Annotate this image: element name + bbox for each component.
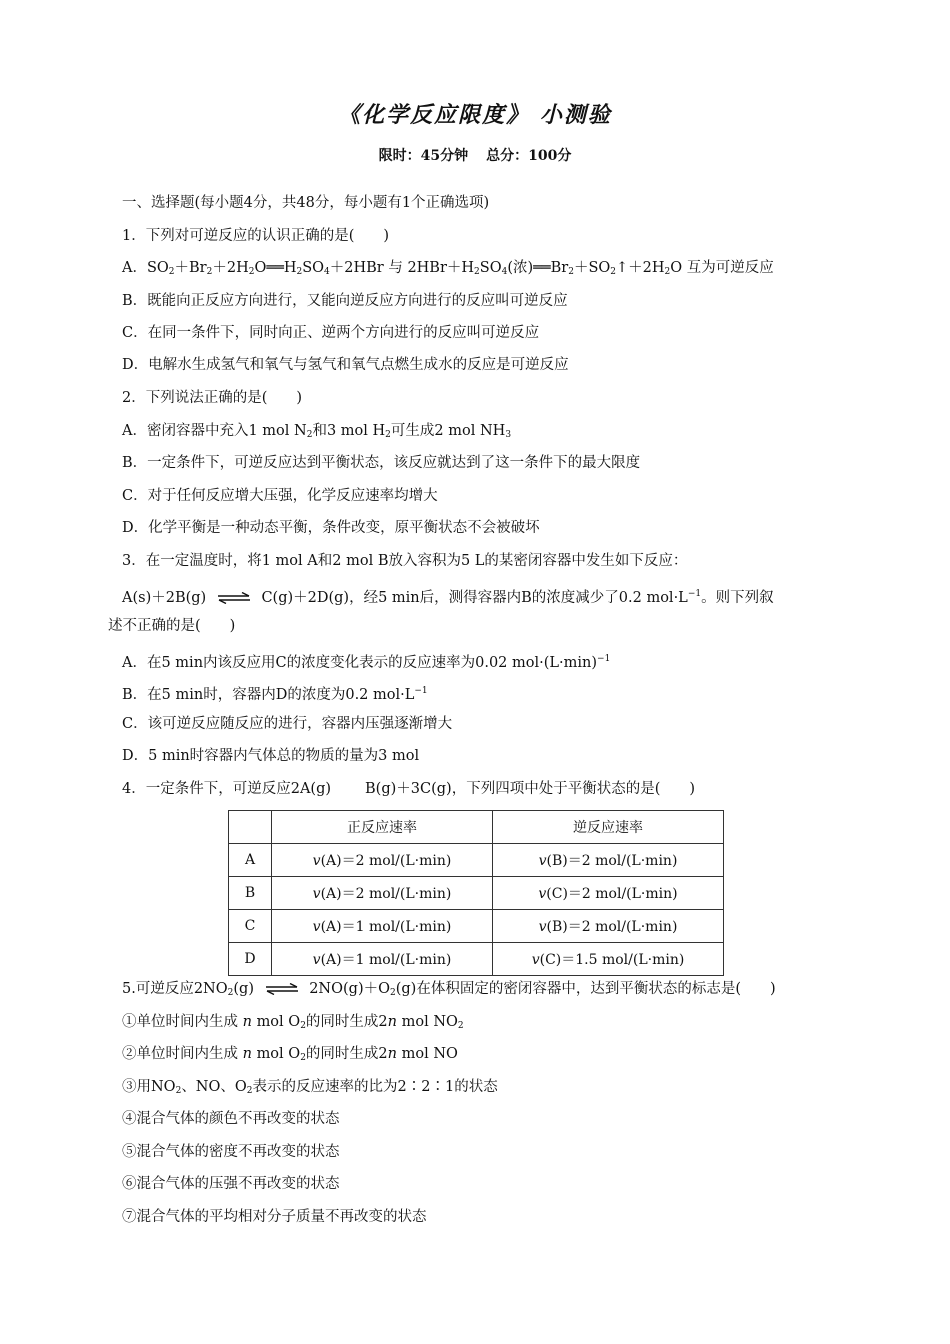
q2-option-a: A．密闭容器中充入1 mol $N_2$和3 mol $H_2$可生成2 mol $NH_3$ <box>122 423 512 440</box>
q3-stem-continued: 述不正确的是( ) <box>108 618 236 634</box>
equilibrium-arrow-icon <box>217 592 251 604</box>
row-label: C <box>229 910 272 943</box>
total-score: 总分：100分 <box>486 148 572 164</box>
q2-option-b: B．一定条件下，可逆反应达到平衡状态，该反应就达到了这一条件下的最大限度 <box>122 455 641 471</box>
q1-option-b: B．既能向正反应方向进行，又能向逆反应方向进行的反应叫可逆反应 <box>122 293 568 309</box>
q2-stem: 2．下列说法正确的是( ) <box>122 390 303 406</box>
table-row <box>229 877 724 910</box>
table-row <box>229 910 724 943</box>
table-header-empty <box>229 811 272 844</box>
q5-stem: 5.可逆反应$2NO_2(g)$ $2NO(g)+O_2(g)$在体积固定的密闭容器中，达到平衡状态的标志是( ) <box>122 981 776 998</box>
q4-stem: 4．一定条件下，可逆反应2A(g) B(g)＋3C(g)，下列四项中处于平衡状态的是( ) <box>122 781 696 797</box>
reverse-rate: v(C)＝1.5 mol/(L·min) <box>493 943 724 976</box>
time-limit: 限时：45分钟 <box>378 148 469 164</box>
forward-rate: v(A)＝1 mol/(L·min) <box>272 910 493 943</box>
forward-rate: v(A)＝2 mol/(L·min) <box>272 877 493 910</box>
page-subtitle <box>0 145 950 165</box>
q5-item-4: ④混合气体的颜色不再改变的状态 <box>122 1111 340 1127</box>
q3-option-b: B．在5 min时，容器内D的浓度为0.2 $mol\cdot L^{-1}$ <box>122 686 428 703</box>
reverse-rate: v(B)＝2 mol/(L·min) <box>493 844 724 877</box>
rate-table <box>228 810 724 976</box>
equilibrium-arrow-icon <box>265 983 299 995</box>
q5-item-5: ⑤混合气体的密度不再改变的状态 <box>122 1144 340 1160</box>
q3-option-a: A．在5 min内该反应用C的浓度变化表示的反应速率为0.02 $mol\cdot(L\cdot\min)^{-1}$ <box>122 654 611 671</box>
q5-item-7: ⑦混合气体的平均相对分子质量不再改变的状态 <box>122 1209 427 1225</box>
q5-item-6: ⑥混合气体的压强不再改变的状态 <box>122 1176 340 1192</box>
q3-option-c: C．该可逆反应随反应的进行，容器内压强逐渐增大 <box>122 716 453 732</box>
table-header-reverse: 逆反应速率 <box>493 811 724 844</box>
q1-option-a: A．$SO_2+Br_2+2H_2O══H_2SO_4+2HBr$ 与 $2HBr+H_2SO_4$(浓)$══Br_2+SO_2↑+2H_2O$ 互为可逆反应 <box>122 260 774 277</box>
page-title: 《化学反应限度》 小测验 <box>338 102 612 128</box>
table-header-row <box>229 811 724 844</box>
forward-rate: v(A)＝2 mol/(L·min) <box>272 844 493 877</box>
q5-item-2: ②单位时间内生成 n mol $O_2$的同时生成2n mol NO <box>122 1046 458 1063</box>
reverse-rate: v(C)＝2 mol/(L·min) <box>493 877 724 910</box>
row-label: B <box>229 877 272 910</box>
q1-stem: 1．下列对可逆反应的认识正确的是( ) <box>122 228 390 244</box>
reverse-rate: v(B)＝2 mol/(L·min) <box>493 910 724 943</box>
q3-equation: A(s)＋2B(g) C(g)＋2D(g)，经5 min后，测得容器内B的浓度减少了0.2 $mol\cdot L^{-1}$。则下列叙 <box>122 589 774 606</box>
row-label: A <box>229 844 272 877</box>
q3-stem: 3．在一定温度时，将1 mol A和2 mol B放入容积为5 L的某密闭容器中发生如下反应： <box>122 553 688 569</box>
forward-rate: v(A)＝1 mol/(L·min) <box>272 943 493 976</box>
q5-item-3: ③用$NO_2$、NO、$O_2$表示的反应速率的比为2∶2∶1的状态 <box>122 1079 498 1096</box>
row-label: D <box>229 943 272 976</box>
table-row <box>229 844 724 877</box>
table-header-forward: 正反应速率 <box>272 811 493 844</box>
q5-item-1: ①单位时间内生成 n mol $O_2$的同时生成2n mol $NO_2$ <box>122 1014 464 1031</box>
section-heading: 一、选择题(每小题4分，共48分，每小题有1个正确选项) <box>122 195 490 211</box>
table-row <box>229 943 724 976</box>
q2-option-d: D．化学平衡是一种动态平衡，条件改变，原平衡状态不会被破坏 <box>122 520 540 536</box>
q1-option-c: C．在同一条件下，同时向正、逆两个方向进行的反应叫可逆反应 <box>122 325 540 341</box>
q3-option-d: D．5 min时容器内气体总的物质的量为3 mol <box>122 748 420 764</box>
q1-option-d: D．电解水生成氢气和氧气与氢气和氧气点燃生成水的反应是可逆反应 <box>122 357 569 373</box>
q2-option-c: C．对于任何反应增大压强，化学反应速率均增大 <box>122 488 438 504</box>
